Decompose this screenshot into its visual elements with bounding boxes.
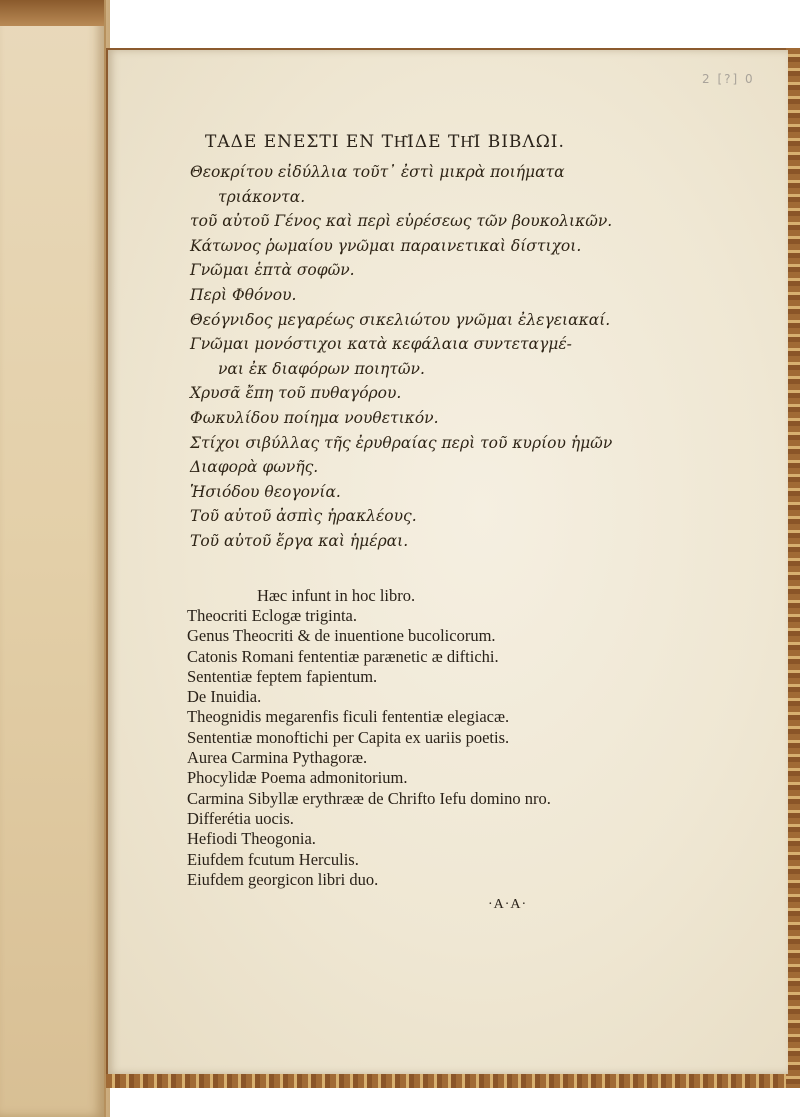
latin-line: Sententiæ monoftichi per Capita ex uariis poetis.	[187, 727, 510, 747]
greek-line: Περὶ Φθόνου.	[190, 285, 297, 304]
gilt-edge-right	[786, 48, 800, 1088]
greek-line: Φωκυλίδου ποίημα νουθετικόν.	[190, 408, 439, 427]
latin-line: Eiufdem fcutum Herculis.	[187, 849, 359, 869]
signature-mark: ·A·A·	[488, 897, 528, 912]
latin-line: Carmina Sibyllæ erythrææ de Chrifto Iefu domino nro.	[187, 788, 551, 808]
greek-line: Χρυσᾶ ἔπη τοῦ πυθαγόρου.	[190, 384, 402, 403]
greek-line: Γνῶμαι ἑπτὰ σοφῶν.	[190, 261, 355, 280]
greek-line: Διαφορὰ φωνῆς.	[190, 458, 319, 477]
greek-line: τριάκοντα.	[218, 187, 306, 206]
latin-line: De Inuidia.	[187, 687, 262, 707]
latin-line: Catonis Romani fententiæ parænetic æ diftichi.	[187, 646, 499, 666]
greek-line: Γνῶμαι μονόστιχοι κατὰ κεφάλαια συντεταγμέ-	[190, 335, 572, 354]
latin-line: Theocriti Eclogæ triginta.	[187, 606, 357, 625]
cover-top-strip	[0, 0, 104, 26]
greek-line: Κάτωνος ῥωμαίου γνῶμαι παραινετικαὶ δίστιχοι.	[190, 236, 582, 255]
greek-heading: ΤΑΔΕ ΕΝΕΣΤΙ ΕΝ ΤΗ͂ΙΔΕ ΤΗ͂Ι ΒΙΒΛΩΙ.	[205, 132, 565, 152]
left-cover-edge	[0, 0, 106, 1117]
latin-line: Theognidis megarenfis ficuli fententiæ elegiacæ.	[187, 707, 510, 727]
greek-line: Στίχοι σιβύλλας τῆς ἐρυθραίας περὶ τοῦ κυρίου ἡμῶν	[190, 433, 613, 452]
latin-line: Aurea Carmina Pythagoræ.	[187, 748, 368, 768]
latin-contents-list	[187, 606, 551, 890]
greek-line: Ἡσιόδου θεογονία.	[190, 482, 341, 501]
greek-line: Θεοκρίτου εἰδύλλια τοῦτ᾽ ἐστὶ μικρὰ ποιήματα	[190, 163, 565, 181]
latin-line: Genus Theocriti & de inuentione bucolicorum.	[187, 626, 496, 646]
greek-contents-list	[190, 160, 612, 554]
latin-line: Phocylidæ Poema admonitorium.	[187, 768, 408, 788]
greek-line: τοῦ αὐτοῦ Γένος καὶ περὶ εὑρέσεως τῶν βουκολικῶν.	[190, 212, 613, 231]
latin-line: Hefiodi Theogonia.	[187, 829, 316, 849]
greek-line: Τοῦ αὐτοῦ ἀσπὶς ἡρακλέους.	[190, 507, 417, 526]
greek-line: ναι ἐκ διαφόρων ποιητῶν.	[218, 359, 425, 378]
greek-line: Τοῦ αὐτοῦ ἔργα καὶ ἡμέραι.	[190, 531, 409, 550]
latin-heading: Hæc infunt in hoc libro.	[257, 586, 416, 605]
gilt-edge-bottom	[106, 1074, 800, 1088]
latin-line: Differétia uocis.	[187, 808, 294, 828]
latin-line: Eiufdem georgicon libri duo.	[187, 869, 379, 889]
pencil-note: 2 [?] 0	[702, 72, 755, 86]
latin-line: Sententiæ feptem fapientum.	[187, 666, 378, 686]
greek-line: Θεόγνιδος μεγαρέως σικελιώτου γνῶμαι ἐλεγειακαί.	[190, 310, 611, 329]
